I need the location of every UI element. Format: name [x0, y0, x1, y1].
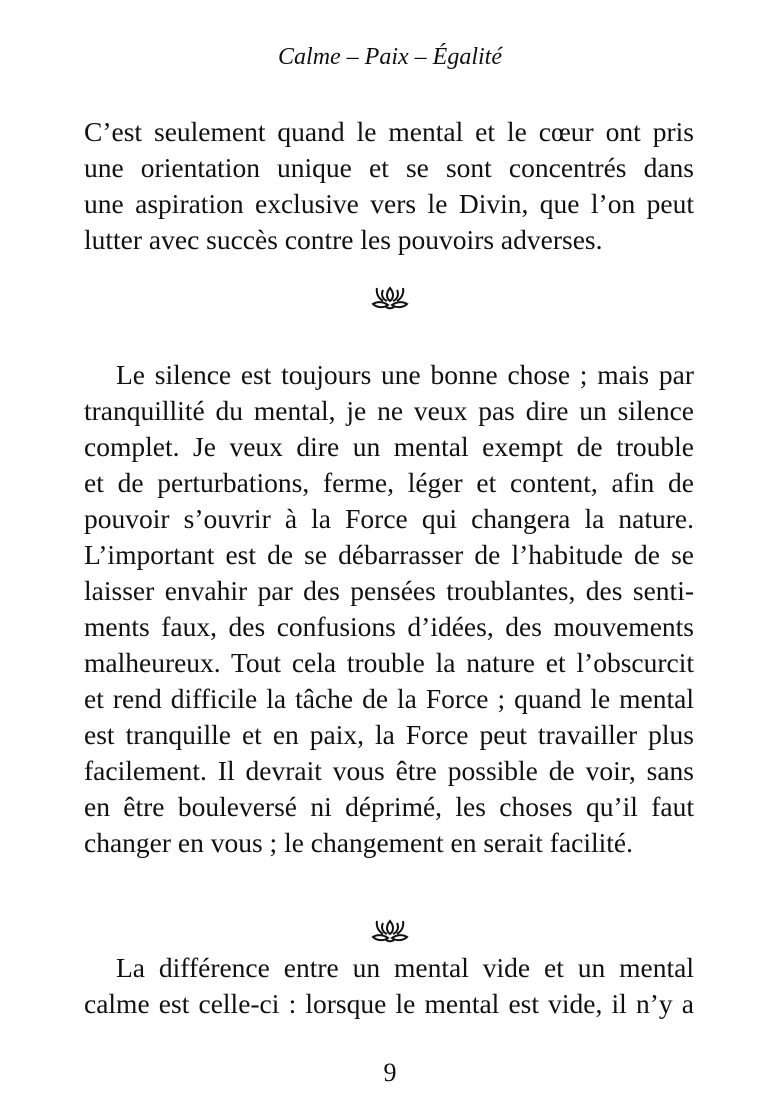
- paragraph-3: [84, 950, 694, 1022]
- text-line: La différence entre un mental vide et un mental: [116, 952, 694, 983]
- text-line: une aspiration exclusive vers le Divin, que l’on peut: [84, 188, 694, 219]
- lotus-icon: [370, 284, 410, 310]
- text-line: facilement. Il devrait vous être possible de voir, sans: [84, 755, 694, 786]
- text-line: L’important est de se débarrasser de l’habitude de se: [84, 539, 694, 570]
- text-line: en être bouleversé ni déprimé, les choses qu’il faut: [84, 791, 694, 822]
- text-line: et de perturbations, ferme, léger et content, afin de: [84, 467, 694, 498]
- text-line: et rend difficile la tâche de la Force ; quand le mental: [84, 683, 694, 714]
- text-line: changer en vous ; le changement en serait facilité.: [84, 827, 633, 858]
- text-line: Le silence est toujours une bonne chose ; mais par: [116, 359, 694, 390]
- text-line: malheureux. Tout cela trouble la nature et l’obscurcit: [84, 647, 694, 678]
- page-number: 9: [383, 1058, 397, 1087]
- text-line: C’est seulement quand le mental et le cœur ont pris: [84, 116, 694, 147]
- running-header: Calme – Paix – Égalité: [278, 44, 502, 70]
- text-line: ments faux, des confusions d’idées, des mouvements: [84, 611, 694, 642]
- text-line: calme est celle-ci : lorsque le mental est vide, il n’y a: [84, 988, 694, 1019]
- text-line: lutter avec succès contre les pouvoirs adverses.: [84, 224, 603, 255]
- paragraph-1: [84, 114, 694, 258]
- text-line: complet. Je veux dire un mental exempt de trouble: [84, 431, 694, 462]
- text-line: est tranquille et en paix, la Force peut travailler plus: [84, 719, 694, 750]
- paragraph-2: [84, 357, 694, 861]
- text-line: tranquillité du mental, je ne veux pas dire un silence: [84, 395, 694, 426]
- text-line: laisser envahir par des pensées troublantes, des senti-: [84, 575, 694, 606]
- text-line: une orientation unique et se sont concentrés dans: [84, 152, 694, 183]
- text-line: pouvoir s’ouvrir à la Force qui changera la nature.: [84, 503, 694, 534]
- lotus-icon: [370, 917, 410, 943]
